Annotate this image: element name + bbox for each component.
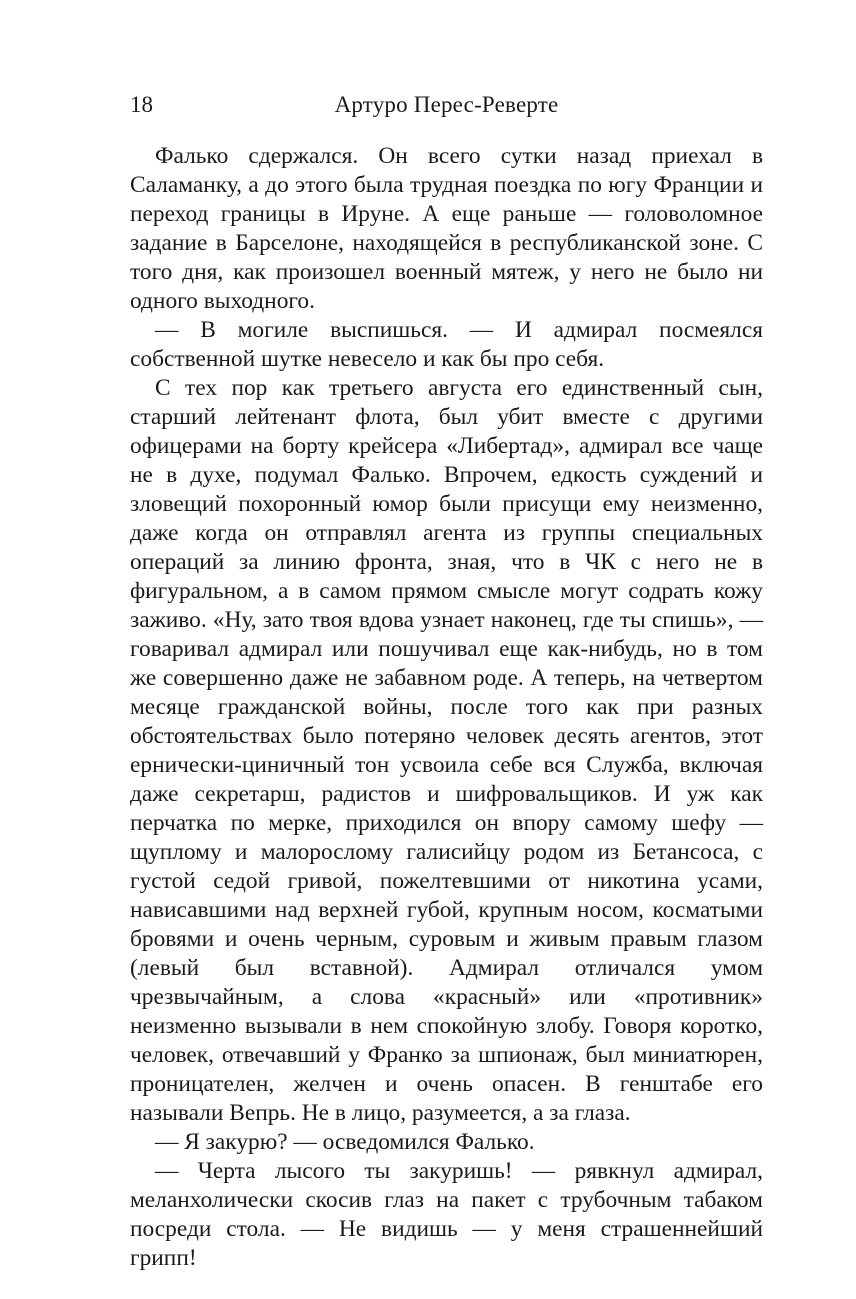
- running-head: [130, 90, 763, 120]
- paragraph: — Черта лысого ты закуришь! — рявкнул адмирал, меланхолически скосив глаз на пакет с трубочным табаком посреди стола. — Не видишь — у меня страшеннейший грипп!: [130, 1158, 763, 1271]
- page-number: 18: [130, 92, 153, 117]
- author-name: Артуро Перес-Реверте: [334, 92, 559, 117]
- paragraph: Фалько сдержался. Он всего сутки назад приехал в Саламанку, а до этого была трудная поездка по югу Франции и переход границы в Ируне. А еще раньше — головоломное задание в Барселоне, находящейся в республиканской зоне. С того дня, как произошел военный мятеж, у него не было ни одного выходного.: [130, 143, 763, 314]
- paragraph: — Я закурю? — осведомился Фалько.: [155, 1129, 535, 1155]
- paragraph: С тех пор как третьего августа его единственный сын, старший лейтенант флота, был убит вместе с другими офицерами на борту крейсера «Либертад», адмирал все чаще не в духе, подумал Фалько. Впрочем, едкость суждений и зловещий похоронный юмор были присущи ему неизменно, даже когда он отправлял агента из группы специальных операций за линию фронта, зная, что в ЧК с него не в фигуральном, а в самом прямом смысле могут содрать кожу заживо. «Ну, зато твоя вдова узнает наконец, где ты спишь», — говаривал адмирал или пошучивал еще как-нибудь, но в том же совершенно даже не забавном роде. А теперь, на четвертом месяце гражданской войны, после того как при разных обстоятельствах было потеряно человек десять агентов, этот ернически-циничный тон усвоила себе вся Служба, включая даже секретарш, радистов и шифровальщиков. И уж как перчатка по мерке, приходился он впору самому шефу — щуплому и малорослому галисийцу родом из Бетансоса, с густой седой гривой, пожелтевшими от никотина усами, нависавшими над верхней губой, крупным носом, косматыми бровями и очень черным, суровым и живым правым глазом (левый был вставной). Адмирал отличался умом чрезвычайным, а слова «красный» или «противник» неизменно вызывали в нем спокойную злобу. Говоря коротко, человек, отвечавший у Франко за шпионаж, был миниатюрен, проницателен, желчен и очень опасен. В генштабе его называли Вепрь. Не в лицо, разумеется, а за глаза.: [130, 375, 763, 1126]
- paragraph: — В могиле выспишься. — И адмирал посмеялся собственной шутке невесело и как бы про себя.: [130, 317, 763, 372]
- body-text: [130, 142, 763, 1273]
